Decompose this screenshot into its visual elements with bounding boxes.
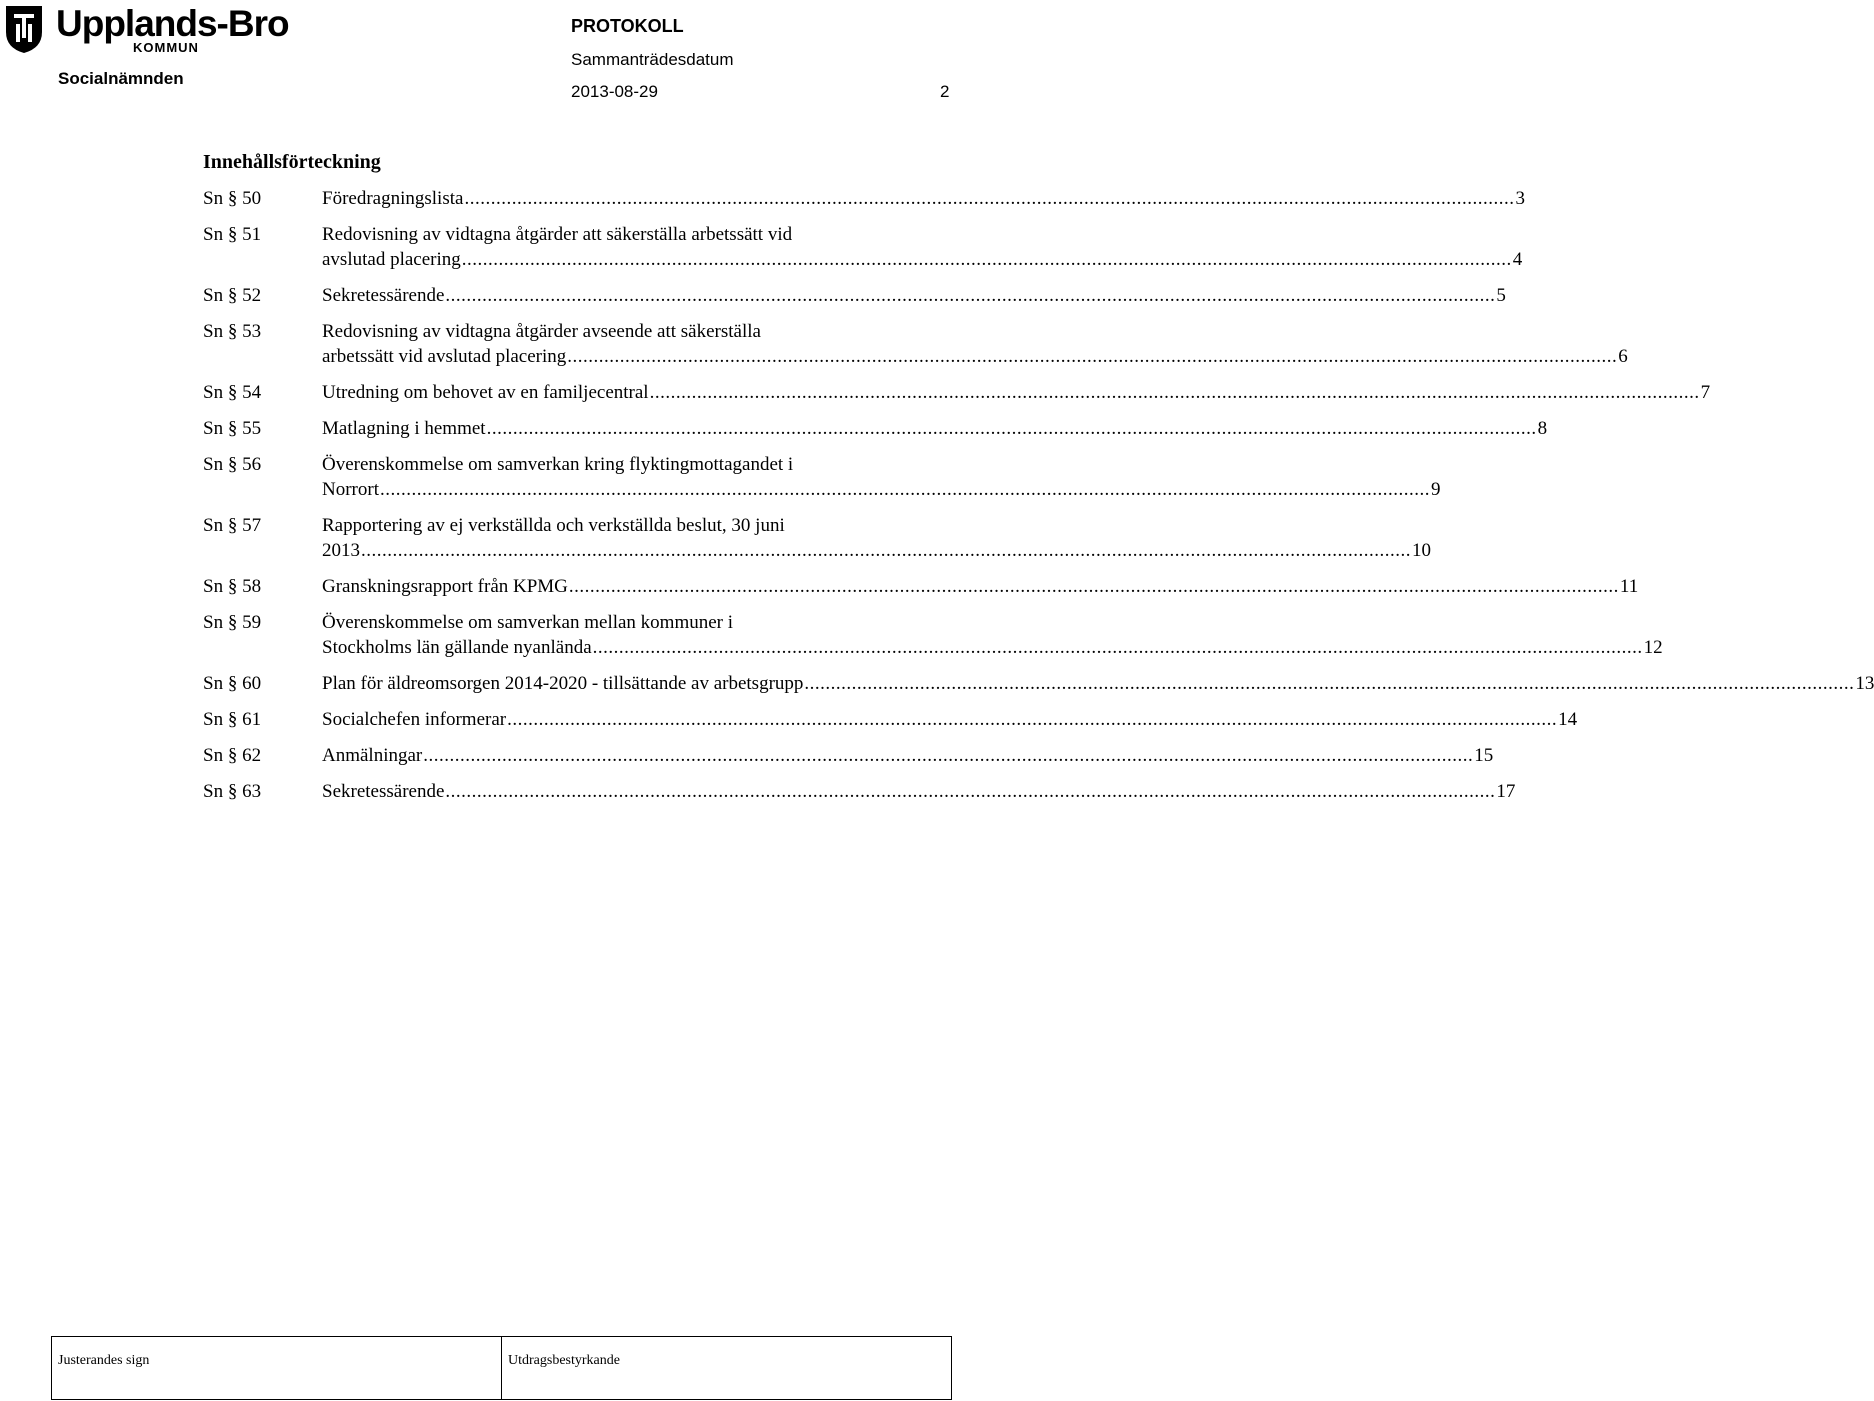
toc-leader-dots: ........................................................................................................................................................................................................ — [592, 637, 1643, 658]
toc-entry-title-line: Rapportering av ej verkställda och verkställda beslut, 30 juni — [322, 515, 785, 536]
toc-entry-page: 14 — [1558, 709, 1578, 730]
toc-entry[interactable] — [203, 283, 1506, 308]
toc-leader-dots: ........................................................................................................................................................................................................ — [568, 576, 1619, 597]
toc-entry-page: 13 — [1855, 673, 1874, 694]
toc-entry[interactable] — [203, 186, 1525, 211]
toc-entry-title-line: Överenskommelse om samverkan kring flyktingmottagandet i — [322, 454, 794, 475]
toc-leader-dots: ........................................................................................................................................................................................................ — [423, 745, 1474, 766]
toc-entry-page: 10 — [1412, 540, 1431, 561]
toc-entry-page: 4 — [1512, 249, 1523, 270]
toc-leader-dots: ........................................................................................................................................................................................................ — [486, 418, 1537, 439]
upplands-bro-logo — [4, 2, 294, 54]
toc-heading: Innehållsförteckning — [203, 151, 381, 173]
toc-entry-paragraph: Sn § 52 — [203, 285, 262, 306]
toc-entry-page: 12 — [1643, 637, 1663, 658]
toc-entry-paragraph: Sn § 50 — [203, 188, 262, 209]
toc-entry[interactable] — [203, 707, 1578, 732]
committee-name: Socialnämnden — [58, 69, 184, 88]
toc-entry-paragraph: Sn § 61 — [203, 709, 262, 730]
toc-entry-body — [322, 779, 1516, 804]
document-type: PROTOKOLL — [571, 16, 684, 36]
toc-entry[interactable] — [203, 610, 1663, 660]
toc-entry[interactable] — [203, 574, 1639, 599]
toc-entry[interactable] — [203, 319, 1628, 369]
toc-entry-title-line: Matlagning i hemmet — [322, 418, 486, 439]
toc-entry[interactable] — [203, 416, 1548, 441]
toc-leader-dots: ........................................................................................................................................................................................................ — [445, 285, 1496, 306]
toc-entry-page: 8 — [1537, 418, 1548, 439]
toc-entry-paragraph: Sn § 57 — [203, 515, 262, 536]
adjuster-signature-label: Justerandes sign — [58, 1353, 150, 1368]
toc-leader-dots: ........................................................................................................................................................................................................ — [379, 479, 1430, 500]
toc-entry-title-line: arbetssätt vid avslutad placering — [322, 346, 567, 367]
toc-entry-title-line: Sekretessärende — [322, 285, 445, 306]
toc-entry-title-line: Granskningsrapport från KPMG — [322, 576, 568, 597]
toc-leader-dots: ........................................................................................................................................................................................................ — [361, 540, 1411, 561]
toc-entry-page: 6 — [1618, 346, 1628, 367]
toc-entry[interactable] — [203, 671, 1874, 696]
toc-entry-title-line: Plan för äldreomsorgen 2014-2020 - tillsättande av arbetsgrupp — [322, 673, 804, 694]
toc-entry-title-line: Redovisning av vidtagna åtgärder att säkerställa arbetssätt vid — [322, 224, 793, 245]
toc-entry-paragraph: Sn § 56 — [203, 454, 262, 475]
toc-entry-title-line: Anmälningar — [322, 745, 423, 766]
toc-leader-dots: ........................................................................................................................................................................................................ — [567, 346, 1618, 367]
signature-box-divider — [501, 1336, 502, 1400]
toc-entry-paragraph: Sn § 55 — [203, 418, 262, 439]
toc-leader-dots: ........................................................................................................................................................................................................ — [649, 382, 1700, 403]
toc-entry-page: 3 — [1515, 188, 1525, 209]
toc-entry[interactable] — [203, 513, 1431, 563]
toc-entry-body — [322, 452, 1441, 502]
toc-entry-paragraph: Sn § 53 — [203, 321, 262, 342]
toc-entry[interactable] — [203, 222, 1523, 272]
toc-entry-body — [322, 416, 1548, 441]
toc-entry-body — [322, 283, 1506, 308]
toc-entry-paragraph: Sn § 62 — [203, 745, 262, 766]
toc-entry[interactable] — [203, 779, 1516, 804]
toc-entry-title-line: Överenskommelse om samverkan mellan kommuner i — [322, 612, 734, 633]
toc-entry-paragraph: Sn § 59 — [203, 612, 262, 633]
toc-entry[interactable] — [203, 380, 1711, 405]
toc-entry-page: 17 — [1496, 781, 1516, 802]
toc-leader-dots: ........................................................................................................................................................................................................ — [461, 249, 1512, 270]
toc-entry-title-line: 2013 — [322, 540, 360, 561]
meeting-date: 2013-08-29 — [571, 82, 658, 101]
toc-entry-title-line: avslutad placering — [322, 249, 461, 270]
toc-entry-paragraph: Sn § 58 — [203, 576, 262, 597]
toc-entry-body — [322, 222, 1523, 272]
toc-entry-body — [322, 513, 1431, 563]
toc-leader-dots: ........................................................................................................................................................................................................ — [507, 709, 1558, 730]
toc-entry-page: 7 — [1700, 382, 1711, 403]
table-of-contents — [203, 186, 1874, 804]
toc-entry-title-line: Sekretessärende — [322, 781, 445, 802]
toc-entry-page: 9 — [1430, 479, 1441, 500]
toc-entry[interactable] — [203, 452, 1441, 502]
meeting-date-label: Sammanträdesdatum — [571, 50, 734, 69]
toc-entry-title-line: Stockholms län gällande nyanlända — [322, 637, 592, 658]
toc-entry-body — [322, 186, 1525, 211]
toc-entry-paragraph: Sn § 51 — [203, 224, 262, 245]
extract-certification-label: Utdragsbestyrkande — [508, 1353, 620, 1368]
toc-entry-body — [322, 610, 1663, 660]
toc-leader-dots: ........................................................................................................................................................................................................ — [804, 673, 1855, 694]
toc-entry-title-line: Utredning om behovet av en familjecentral — [322, 382, 649, 403]
toc-entry-paragraph: Sn § 54 — [203, 382, 262, 403]
toc-leader-dots: ........................................................................................................................................................................................................ — [464, 188, 1515, 209]
toc-entry-page: 11 — [1619, 576, 1639, 597]
toc-entry-body — [322, 574, 1639, 599]
toc-leader-dots: ........................................................................................................................................................................................................ — [445, 781, 1496, 802]
toc-entry-body — [322, 380, 1711, 405]
toc-entry-paragraph: Sn § 60 — [203, 673, 262, 694]
page-number: 2 — [940, 82, 950, 101]
toc-entry-body — [322, 743, 1494, 768]
toc-entry-paragraph: Sn § 63 — [203, 781, 262, 802]
toc-entry-title-line: Norrort — [322, 479, 379, 500]
toc-entry-title-line: Socialchefen informerar — [322, 709, 507, 730]
toc-entry-body — [322, 319, 1628, 369]
logo-wordmark: Upplands-Bro — [56, 3, 289, 44]
logo-subtext: KOMMUN — [133, 40, 199, 55]
toc-entry-page: 5 — [1496, 285, 1506, 306]
toc-entry-body — [322, 671, 1874, 696]
toc-entry-body — [322, 707, 1578, 732]
toc-entry[interactable] — [203, 743, 1494, 768]
toc-entry-title-line: Föredragningslista — [322, 188, 464, 209]
toc-entry-page: 15 — [1474, 745, 1494, 766]
toc-entry-title-line: Redovisning av vidtagna åtgärder avseende att säkerställa — [322, 321, 761, 342]
